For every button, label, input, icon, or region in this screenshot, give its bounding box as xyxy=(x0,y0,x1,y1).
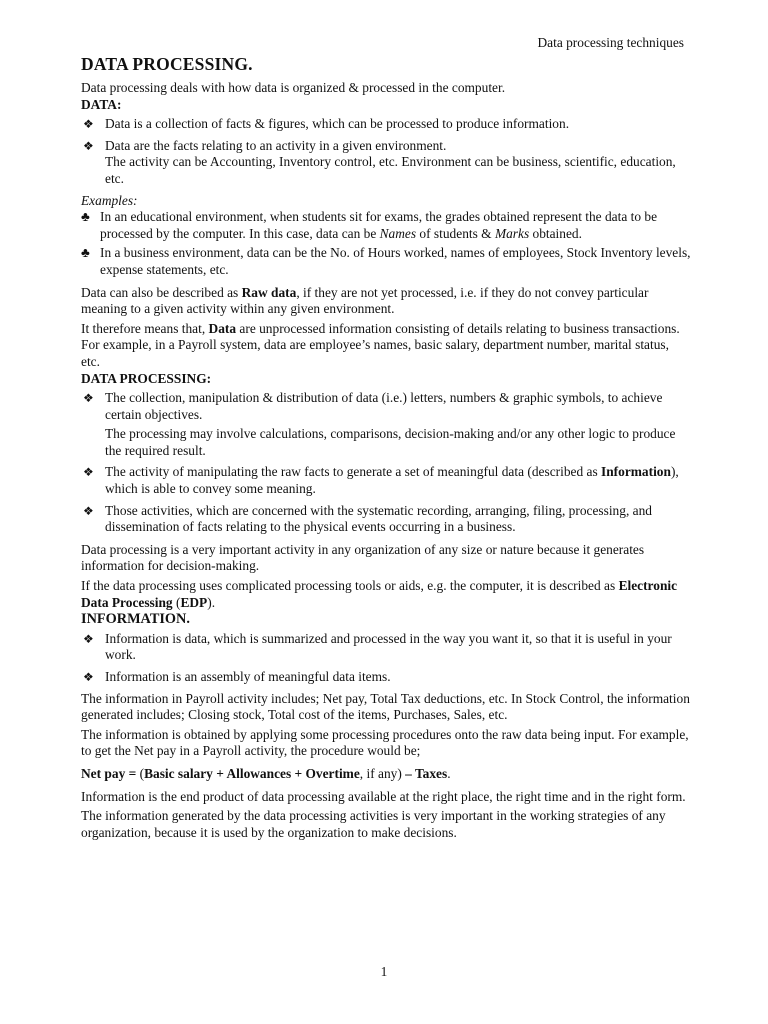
diamond-bullet-icon: ❖ xyxy=(83,503,94,518)
data-processing-heading: DATA PROCESSING: xyxy=(81,370,212,386)
processing-bullet-2: ❖ The activity of manipulating the raw facts to generate a set of meaningful data (described as Information), which is able to convey some meaning. xyxy=(83,464,679,497)
club-bullet-icon: ♣ xyxy=(81,209,90,225)
information-paragraph-2: The information is obtained by applying some processing procedures onto the raw data being input. For example, to get the Net pay in a Payroll activity, the procedure would be; xyxy=(81,726,689,759)
examples-label: Examples: xyxy=(81,192,138,208)
processing-bullet-3: ❖ Those activities, which are concerned with the systematic recording, arranging, filing, processing, and dissemination of facts relating to the physical events occurring in a business. xyxy=(83,502,652,535)
information-bullet-2: ❖ Information is an assembly of meaningful data items. xyxy=(83,669,391,684)
net-pay-formula: Net pay = (Basic salary + Allowances + Overtime, if any) – Taxes. xyxy=(81,765,451,781)
running-header: Data processing techniques xyxy=(537,35,684,50)
data-bullet-2: ❖ Data are the facts relating to an activity in a given environment. The activity can be Accounting, Inventory control, etc. Environment can be business, scientific, education, etc. xyxy=(83,137,676,186)
page-content xyxy=(81,53,691,841)
processing-paragraph-2: If the data processing uses complicated processing tools or aids, e.g. the computer, it is described as Electronic Data Processing (EDP). xyxy=(81,578,678,610)
information-paragraph-4: The information generated by the data processing activities is very important in the working strategies of any organization, because it is used by the organization to make decisions. xyxy=(81,808,666,840)
information-paragraph-1: The information in Payroll activity includes; Net pay, Total Tax deductions, etc. In Stock Control, the information generated includes; Closing stock, Total cost of the items, Purchases, Sales, etc. xyxy=(81,690,690,723)
example-item-1: ♣ In an educational environment, when students sit for exams, the grades obtained represent the data to be processed by the computer. In this case, data can be Names of students & Marks obtained. xyxy=(81,209,658,241)
information-heading: INFORMATION. xyxy=(81,611,190,628)
diamond-bullet-icon: ❖ xyxy=(83,670,94,684)
information-bullet-1: ❖ Information is data, which is summarized and processed in the way you want it, so that it is useful in your work. xyxy=(83,630,672,663)
processing-paragraph-1: Data processing is a very important activity in any organization of any size or nature because it generates information for decision-making. xyxy=(81,541,645,574)
raw-data-paragraph: Data can also be described as Raw data, if they are not yet processed, i.e. if they do not convey particular meaning to a given activity within any given environment. xyxy=(81,284,649,317)
data-heading: DATA: xyxy=(81,96,122,112)
data-bullet-1: ❖ Data is a collection of facts & figures, which can be processed to produce information. xyxy=(83,116,570,132)
page-number: 1 xyxy=(380,964,388,979)
example-item-2: ♣ In a business environment, data can be the No. of Hours worked, names of employees, Stock Inventory levels, expense statements, etc. xyxy=(81,245,691,277)
intro-paragraph: Data processing deals with how data is organized & processed in the computer. xyxy=(81,80,506,95)
diamond-bullet-icon: ❖ xyxy=(83,117,94,132)
information-paragraph-3: Information is the end product of data processing available at the right place, the right time and in the right form. xyxy=(81,788,686,804)
diamond-bullet-icon: ❖ xyxy=(83,465,94,480)
diamond-bullet-icon: ❖ xyxy=(83,391,94,406)
diamond-bullet-icon: ❖ xyxy=(83,138,94,153)
processing-bullet-1: ❖ The collection, manipulation & distribution of data (i.e.) letters, numbers & graphic symbols, to achieve certain objectives. The processing may involve calculations, comparisons, decision-making and/or any other logic to produce the required result. xyxy=(83,390,676,458)
therefore-paragraph: It therefore means that, Data are unprocessed information consisting of details relating to business transactions. For example, in a Payroll system, data are employee’s names, basic salary, department number, marital status, etc. xyxy=(81,320,680,369)
diamond-bullet-icon: ❖ xyxy=(83,631,94,646)
club-bullet-icon: ♣ xyxy=(81,245,90,261)
page-title: DATA PROCESSING. xyxy=(81,54,253,74)
